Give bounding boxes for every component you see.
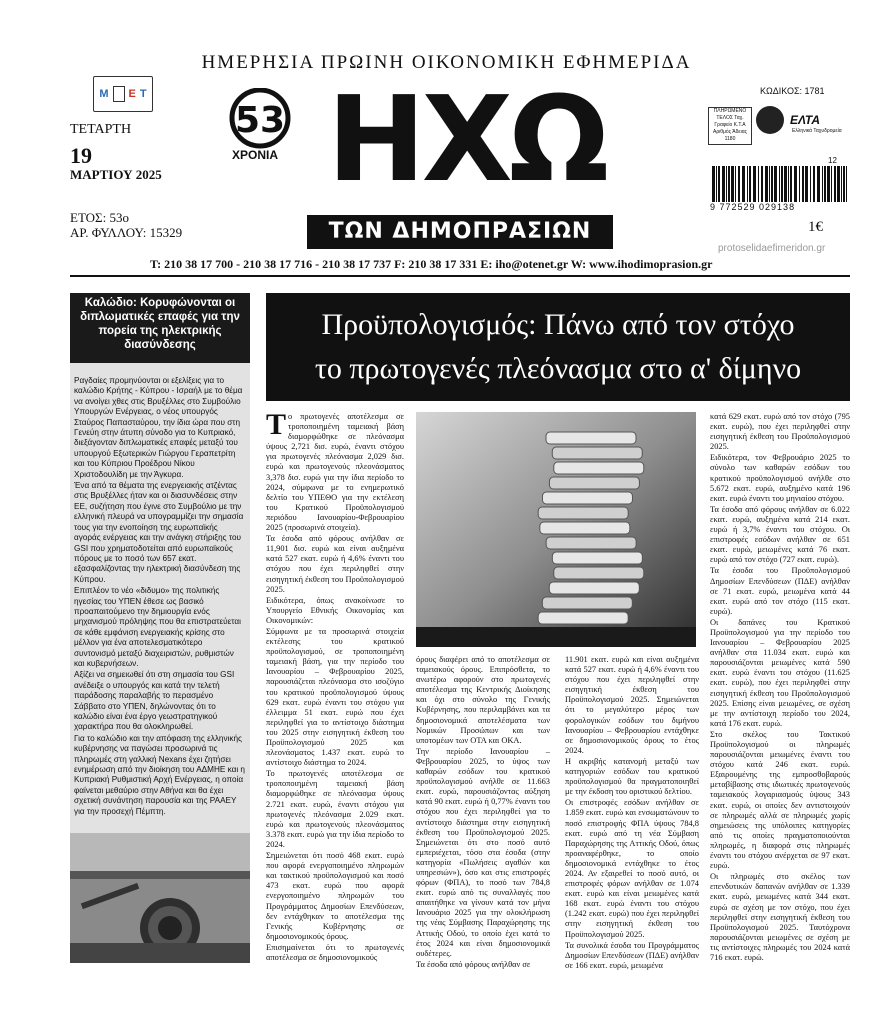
elta-subtitle: Ελληνικά Ταχυδρομεία: [792, 128, 842, 134]
article-paragraph: Οι δαπάνες του Κρατικού Προϋπολογισμού για την περίοδο του Ιανουαρίου – Φεβρουαρίου 2025 ανήλθαν στα 11.034 εκατ. ευρώ και παρουσιάζονται μειωμένες κατά 590 εκατ. ευρώ έναντι του στόχου (11.625 εκατ. ευρώ), που έχει περιληφθεί στην εισηγητική έκθεση του Προϋπολογισμού 2025. Επίσης είναι μειωμένες, σε σχέση με την αντίστοιχη περίοδο του 2024, κατά 176 εκατ. ευρώ.: [710, 617, 850, 728]
barcode-bar: [779, 166, 780, 202]
barcode-bar: [781, 166, 783, 202]
postage-box: ΠΛΗΡΩΜΕΝΟ ΤΕΛΟΣ Ταχ. Γραφείο Κ.Τ.Α Αριθμός Άδειας 1180: [708, 107, 752, 145]
barcode-bar: [718, 166, 720, 202]
barcode-bar: [716, 166, 717, 202]
article-paragraph: Τα έσοδα του Προϋπολογισμού Δημοσίων Επενδύσεων (ΠΔΕ) ανήλθαν σε 71 εκατ. ευρώ, μειωμένα κατά 44 εκατ. ευρώ από τον στόχο (115 εκατ. ευρώ).: [710, 566, 850, 616]
year-label: ΕΤΟΣ: 53ο: [70, 210, 129, 225]
article-paragraph: Σύμφωνα με τα προσωρινά στοιχεία εκτέλεσης του κρατικού προϋπολογισμού, σε τροποποιημένη ταμειακή βάση, για την περίοδο του Ιανουαρίου – Φεβρουαρίου 2025, παρουσιάζεται πλεόνασμα στο ισοζύγιο του κρατικού προϋπολογισμού ύψους 629 εκατ. ευρώ έναντι του στόχου για έλλειμμα 51 εκατ. ευρώ που έχει περιληφθεί για το αντίστοιχο διάστημα του 2025 στην εισηγητική έκθεση του Προϋπολογισμού 2025 και πλεονάσματος 1.437 εκατ. ευρώ το αντίστοιχο διάστημα το 2024.: [266, 626, 404, 768]
coin: [554, 567, 644, 579]
contact-line: T: 210 38 17 700 - 210 38 17 716 - 210 38 17 737 F: 210 38 17 331 E: iho@otenet.gr W: www.ihodimoprasion.gr: [150, 257, 713, 271]
barcode-bar: [722, 166, 725, 202]
code-label: ΚΩΔΙΚΟΣ: 1781: [760, 86, 825, 96]
barcode-bar: [749, 166, 751, 202]
barcode-bar: [827, 166, 830, 202]
main-headline: [266, 293, 850, 401]
barcode-bar: [817, 166, 820, 202]
article-paragraph: Την περίοδο Ιανουαρίου – Φεβρουαρίου 2025, το ύψος των καθαρών εσόδων του κρατικού προϋπολογισμού ανήλθε σε 11.663 εκατ. ευρώ, παρουσιάζοντας αύξηση κατά 90 εκατ. ευρώ ή 0,77% έναντι του στόχου που έχει περιληφθεί για το αντίστοιχο διάστημα στην εισηγητική έκθεση του Προϋπολογισμού 2025. Σημειώνεται ότι στο ποσό αυτό εμπεριέχεται, τόσο στα έσοδα (στην κατηγορία «Πωλήσεις αγαθών και υπηρεσιών»), όσο και στις επιστροφές φόρων (ΦΠΑ), το ποσό των 784,8 εκατ. ευρώ από τις συναλλαγές που απαιτήθηκε να γίνουν κατά τον μήνα Ιανουάριο 2025 για την ολοκλήρωση της νέας Σύμβασης Παραχώρησης της Αττικής Οδού, το οποίο έχει κατά το έτος 2024 και είναι δημοσιονομικά ουδέτερες.: [416, 746, 550, 958]
article-column-3: [565, 655, 699, 972]
coin: [542, 492, 632, 504]
main-headline-line1: Προϋπολογισμός: Πάνω από τον στόχο: [321, 308, 795, 341]
barcode-bar: [831, 166, 832, 202]
barcode-bar: [824, 166, 826, 202]
drop-cap: Τ: [266, 408, 287, 441]
logo-letter-t: T: [139, 88, 147, 100]
coin: [554, 462, 644, 474]
barcode-bar: [735, 166, 736, 202]
sidebar-paragraph: Επιπλέον το νέο «διδυμο» της πολιτικής ηγεσίας του ΥΠΕΝ έθεσε ως βασικό προαπαιτούμενο την δημιουργία ενός μηχανισμού πρόληψης που θα επιστρατεύεται σε κάθε εμφάνιση ενεργειακής κρίσης στο μέλλον για ένα αποτελεσματικότερο συντονισμό μεταξύ διαχειριστών, ρυθμιστών και κυβερνήσεων.: [74, 586, 241, 668]
sidebar-paragraph: Ραγδαίες προμηνύονται οι εξελίξεις για το καλώδιο Κρήτης - Κύπρου - Ισραήλ με το θέμα να ανοίγει χθες στις Βρυξέλλες στο Συμβούλιο Υπουργών Ενέργειας, ο νέος υπουργός Σταύρος Παπασταύρου, την ίδια ώρα που στη Γενεύη στην άτυπη σύνοδο για το Κυπριακό, διεξάγονταν διπλωματικές επαφές μεταξύ του υπουργού Εξωτερικών Γιώργου Γεραπετρίτη και του Κύπριου Προέδρου Νίκου Χριστοδουλίδη με την Άγκυρα.: [74, 376, 243, 479]
barcode-bar: [799, 166, 800, 202]
sidebar-paragraph: Για το καλώδιο και την απόφαση της ελληνικής κυβέρνησης να παγώσει προσωρινά τις πληρωμές στη γαλλική Nexans έχει ζητήσει ενημέρωση από την διοίκηση του ΑΔΜΗΕ και η Κυπριακή Ρυθμιστική Αρχή Ενέργειας, η οποία φαίνεται μεθαύριο στην Αθήνα και θα έχει σχετική συνάντηση παρουσία και της ΡΑΑΕΥ για την προσεχή Πέμπτη.: [74, 733, 245, 816]
barcode-bar: [790, 166, 792, 202]
barcode-bar: [841, 166, 842, 202]
barcode-bar: [769, 166, 770, 202]
issue-label: ΑΡ. ΦΥΛΛΟΥ: 15329: [70, 225, 183, 240]
barcode-bar: [728, 166, 730, 202]
article-column-4: [710, 412, 850, 964]
barcode-bar: [802, 166, 804, 202]
article-paragraph: Στο σκέλος του Τακτικού Προϋπολογισμού οι πληρωμές παρουσιάζονται μειωμένες έναντι του στόχου κατά 246 εκατ. ευρώ. Εξαιρουμένης της εμπροσθοβαρούς μεταβίβασης στις ιδιωτικές πρωτογενούς ταμειακούς λογαριασμούς ύψους 343 εκατ. ευρώ, οι οποίες δεν αντιστοιχούν σε πληρωμές αλλά σε πληρωμές χωρίς σημειώσεις της υπόλοιπες κατηγορίες από τις οποίες πραγματοποιούνται πληρωμές, η διαφορά στις πληρωμές έναντι του στόχου ανέρχεται σε 97 εκατ. ευρώ.: [710, 729, 850, 871]
coin: [542, 597, 632, 609]
article-paragraph: 11.901 εκατ. ευρώ και είναι αυξημένα κατά 527 εκατ. ευρώ ή 4,6% έναντι του στόχου που έχει περιληφθεί στην εισηγητική έκθεση του Προϋπολογισμού 2025. Σημειώνεται ότι το μεγαλύτερο μέρος των φορολογικών εσόδων του διμήνου Ιανουαρίου – Φεβρουαρίου εντάχθηκε σε δημοσιονομικούς όρους το έτος 2024.: [565, 655, 699, 755]
article-paragraph: Ειδικότερα, τον Φεβρουάριο 2025 το σύνολο των καθαρών εσόδων του κρατικού προϋπολογισμού ανήλθε στο 5.672 εκατ. ευρώ, αυξημένο κατά 196 εκατ. ευρώ έναντι του μηνιαίου στόχου.: [710, 453, 850, 503]
barcode-bar: [771, 166, 773, 202]
barcode-bar: [761, 166, 763, 202]
sidebar-paragraph: Ένα από τα θέματα της ενεργειακής ατζέντας στις Βρυξέλλες ήταν και οι διασυνδέσεις στην ΕΕ, συζήτηση που έγινε στο Συμβούλιο με την ελληνική πλευρά να υπογραμμίζει την σημασία τους για την ενοποίηση της ευρωπαϊκής αγοράς ενέργειας και την ανάγκη στήριξης του GSI που χρηματοδοτείται από ευρωπαϊκούς πόρους με το ποσό των 657 εκατ. εξασφαλίζοντας την ηλεκτρική διασύνδεση της Κύπρου.: [74, 481, 244, 584]
barcode-bar: [846, 166, 847, 202]
article-paragraph: όρους διαφέρει από το αποτέλεσμα σε ταμειακούς όρους. Επιπρόσθετα, το ανωτέρω αφορούν στο πρωτογενές αποτέλεσμα της Κεντρικής Διοίκησης και όχι στο σύνολο της Γενικής Κυβέρνησης, που περιλαμβάνει και τα δημοσιονομικά αποτελέσματα των Νομικών Προσώπων και των υποτομέων των ΟΤΑ και ΟΚΑ.: [416, 655, 550, 745]
barcode-bar: [726, 166, 727, 202]
logo-letter-m: M: [99, 88, 109, 100]
barcode-bar: [822, 166, 823, 202]
article-paragraph: Επισημαίνεται ότι το πρωτογενές αποτέλεσμα σε δημοσιονομικούς: [266, 942, 404, 962]
day-number: 19: [70, 143, 92, 168]
watermark: protoselidaefimeridon.gr: [718, 243, 826, 254]
book-icon: [113, 86, 125, 102]
barcode-bar: [774, 166, 777, 202]
article-paragraph: Ειδικότερα, όπως ανακοίνωσε το Υπουργείο Εθνικής Οικονομίας και Οικονομικών:: [266, 595, 404, 625]
coin: [546, 537, 636, 549]
barcode-number: 9 772529 029138: [710, 202, 796, 212]
barcode-bar: [834, 166, 836, 202]
coin: [538, 612, 628, 624]
article-paragraph: ο πρωτογενές αποτέλεσμα σε τροποποιημένη ταμειακή βάση διαμορφώθηκε σε πλεόνασμα ύψους 2,721 δισ. ευρώ, έναντι στόχου για πρωτογενές πλεόνασμα 2,029 δισ. ευρώ και πρωτογενούς πλεονάσματος 3,378 δισ. ευρώ για την ίδια περίοδο το 2024, σύμφωνα με το ενημερωτικό δελτίο του ΥΠΕΘΟ για την εκτέλεση του Κρατικού Προϋπολογισμού περιόδου Ιανουαρίου-Φεβρουαρίου 2025 (προσωρινά στοιχεία).: [266, 412, 404, 533]
barcode-bar: [747, 166, 748, 202]
sidebar-paragraph: Αξίζει να σημειωθεί ότι στη σημασία του GSI ανέδειξε ο υπουργός και κατά την τελετή παράδοσης παραλαβής το περασμένο Σάββατο στο ΥΠΕΝ, δηλώνοντας ότι το καλώδιο είναι ένα έργο γεωστρατηγικού χαρακτήρα που θα ολοκληρωθεί.: [74, 670, 235, 732]
cable-ship-photo: [70, 833, 250, 963]
barcode-bar: [805, 166, 808, 202]
masthead-subtitle: ΤΩΝ ΔΗΜΟΠΡΑΣΙΩΝ: [307, 215, 613, 249]
coins-photo: [416, 412, 696, 647]
barcode-bar: [788, 166, 789, 202]
sidebar-headline: Καλώδιο: Κορυφώνονται οι διπλωματικές επαφές για την πορεία της ηλεκτρικής διασύνδεσης: [70, 293, 250, 366]
elta-logo: ΕΛΤΑ: [790, 113, 821, 127]
barcode-bar: [810, 166, 811, 202]
main-headline-line2: το πρωτογενές πλεόνασμα στο α' δίμηνο: [314, 352, 802, 385]
barcode-bar: [843, 166, 845, 202]
tagline: ΗΜΕΡΗΣΙΑ ΠΡΩΙΝΗ ΟΙΚΟΝΟΜΙΚΗ ΕΦΗΜΕΡΙΔΑ: [201, 52, 692, 73]
badge-number: 53: [234, 100, 286, 141]
article-paragraph: κατά 629 εκατ. ευρώ από τον στόχο (795 εκατ. ευρώ), που έχει περιληφθεί στην εισηγητική έκθεση του Προϋπολογισμού 2025.: [710, 412, 850, 452]
article-paragraph: Τα έσοδα από φόρους ανήλθαν σε: [416, 959, 531, 969]
coin: [540, 522, 630, 534]
coin: [549, 477, 639, 489]
badge-word: ΧΡΟΝΙΑ: [232, 148, 279, 162]
sidebar-article: [74, 376, 246, 818]
postal-seal-icon: [756, 106, 784, 134]
coin: [549, 582, 639, 594]
day-name: ΤΕΤΑΡΤΗ: [70, 122, 132, 137]
barcode-bar: [784, 166, 787, 202]
article-column-2: [416, 655, 550, 971]
barcode-bar: [742, 166, 745, 202]
month-year: ΜΑΡΤΙΟΥ 2025: [70, 167, 162, 182]
masthead: ΗΧΩ: [326, 70, 606, 208]
article-paragraph: Οι επιστροφές εσόδων ανήλθαν σε 1.859 εκατ. ευρώ και ενσωματώνουν το ποσό επιστροφής ΦΠΑ ύψους 784,8 εκατ. ευρώ από τη νέα Σύμβαση Παραχώρησης της Αττικής Οδού, όπως προαναφέρθηκε, το οποίο δημοσιονομικά εντάχθηκε το έτος 2024. Αν εξαιρεθεί το ποσό αυτό, οι επιστροφές φόρων ανήλθαν σε 1.074 εκατ. ευρώ και είναι μειωμένες κατά 168 εκατ. ευρώ έναντι του στόχου (1.242 εκατ. ευρώ) που έχει περιληφθεί στην εισηγητική έκθεση του Προϋπολογισμού 2025.: [565, 798, 699, 939]
anniversary-badge: [220, 88, 300, 162]
barcode-icon: [712, 166, 847, 202]
logo-letter-e: E: [128, 88, 136, 100]
article-paragraph: Τα έσοδα από φόρους ανήλθαν σε 11,901 δισ. ευρώ και είναι αυξημένα κατά 527 εκατ. ευρώ ή 4,6% έναντι του στόχου που έχει περιληφθεί στην εισηγητική έκθεση του Προϋπολογισμού 2025.: [266, 534, 404, 594]
barcode-bar: [712, 166, 715, 202]
article-paragraph: Τα έσοδα από φόρους ανήλθαν σε 6.022 εκατ. ευρώ, αυξημένα κατά 214 εκατ. ευρώ ή 3,7% έναντι του στόχου. Οι επιστροφές εσόδων ανήλθαν σε 651 εκατ. ευρώ, μειωμένες κατά 76 εκατ. ευρώ από τον στόχο (727 εκατ. ευρώ).: [710, 504, 850, 565]
price: 1€: [808, 219, 823, 235]
coin: [552, 447, 642, 459]
barcode-bar: [813, 166, 815, 202]
article-paragraph: Τα συνολικά έσοδα του Προγράμματος Δημοσίων Επενδύσεων (ΠΔΕ) ανήλθαν σε 166 εκατ. ευρώ, μειωμένα: [565, 940, 699, 970]
article-paragraph: Το πρωτογενές αποτέλεσμα σε τροποποιημένη ταμειακή βάση διαμορφώθηκε σε πλεόνασμα ύψους 2.721 εκατ. ευρώ, έναντι στόχου για πρωτογενές πλεόνασμα 2.029 εκατ. ευρώ και πρωτογενούς πλεονάσματος 3.378 εκατ. ευρώ για την ίδια περίοδο το 2024.: [266, 769, 404, 849]
article-paragraph: Η ακριβής κατανομή μεταξύ των κατηγοριών εσόδων του κρατικού προϋπολογισμού θα πραγματοποιηθεί με την έκδοση του οριστικού δελτίου.: [565, 756, 699, 797]
barcode-bar: [794, 166, 797, 202]
barcode-bar: [731, 166, 734, 202]
article-column-1: [266, 408, 404, 964]
article-paragraph: Σημειώνεται ότι ποσό 468 εκατ. ευρώ που αφορά ενεργοποιημένο πληρωμών και τακτικού προϋπολογισμού και ποσό 473 εκατ. ευρώ που αφορά ενεργοποιημένο πληρωμών του Προγράμματος Δημοσίων Επενδύσεων, δεν εντάχθηκαν το αποτέλεσμα της Γενικής Κυβέρνησης σε δημοσιονομικούς όρους.: [266, 851, 404, 941]
barcode-bar: [753, 166, 756, 202]
barcode-bar: [765, 166, 768, 202]
barcode-bar: [758, 166, 759, 202]
coin: [546, 432, 636, 444]
article-paragraph: Οι πληρωμές στο σκέλος των επενδυτικών δαπανών ανήλθαν σε 1.339 εκατ. ευρώ, μειωμένες κατά 344 εκατ. ευρώ σε σχέση με τον στόχο, που έχει περιληφθεί στην εισηγητική έκθεση του Προϋπολογισμού 2025. Ταυτόχρονα παρουσιάζονται μειωμένες σε σχέση με τις αντίστοιχες πληρωμές του 2024 κατά 716 εκατ. ευρώ.: [710, 872, 850, 962]
barcode-bar: [837, 166, 840, 202]
coin: [538, 507, 628, 519]
barcode-issue: 12: [828, 156, 837, 165]
met-logo: [93, 76, 153, 112]
coin: [552, 552, 642, 564]
header-divider: [70, 275, 850, 277]
barcode-bar: [738, 166, 740, 202]
